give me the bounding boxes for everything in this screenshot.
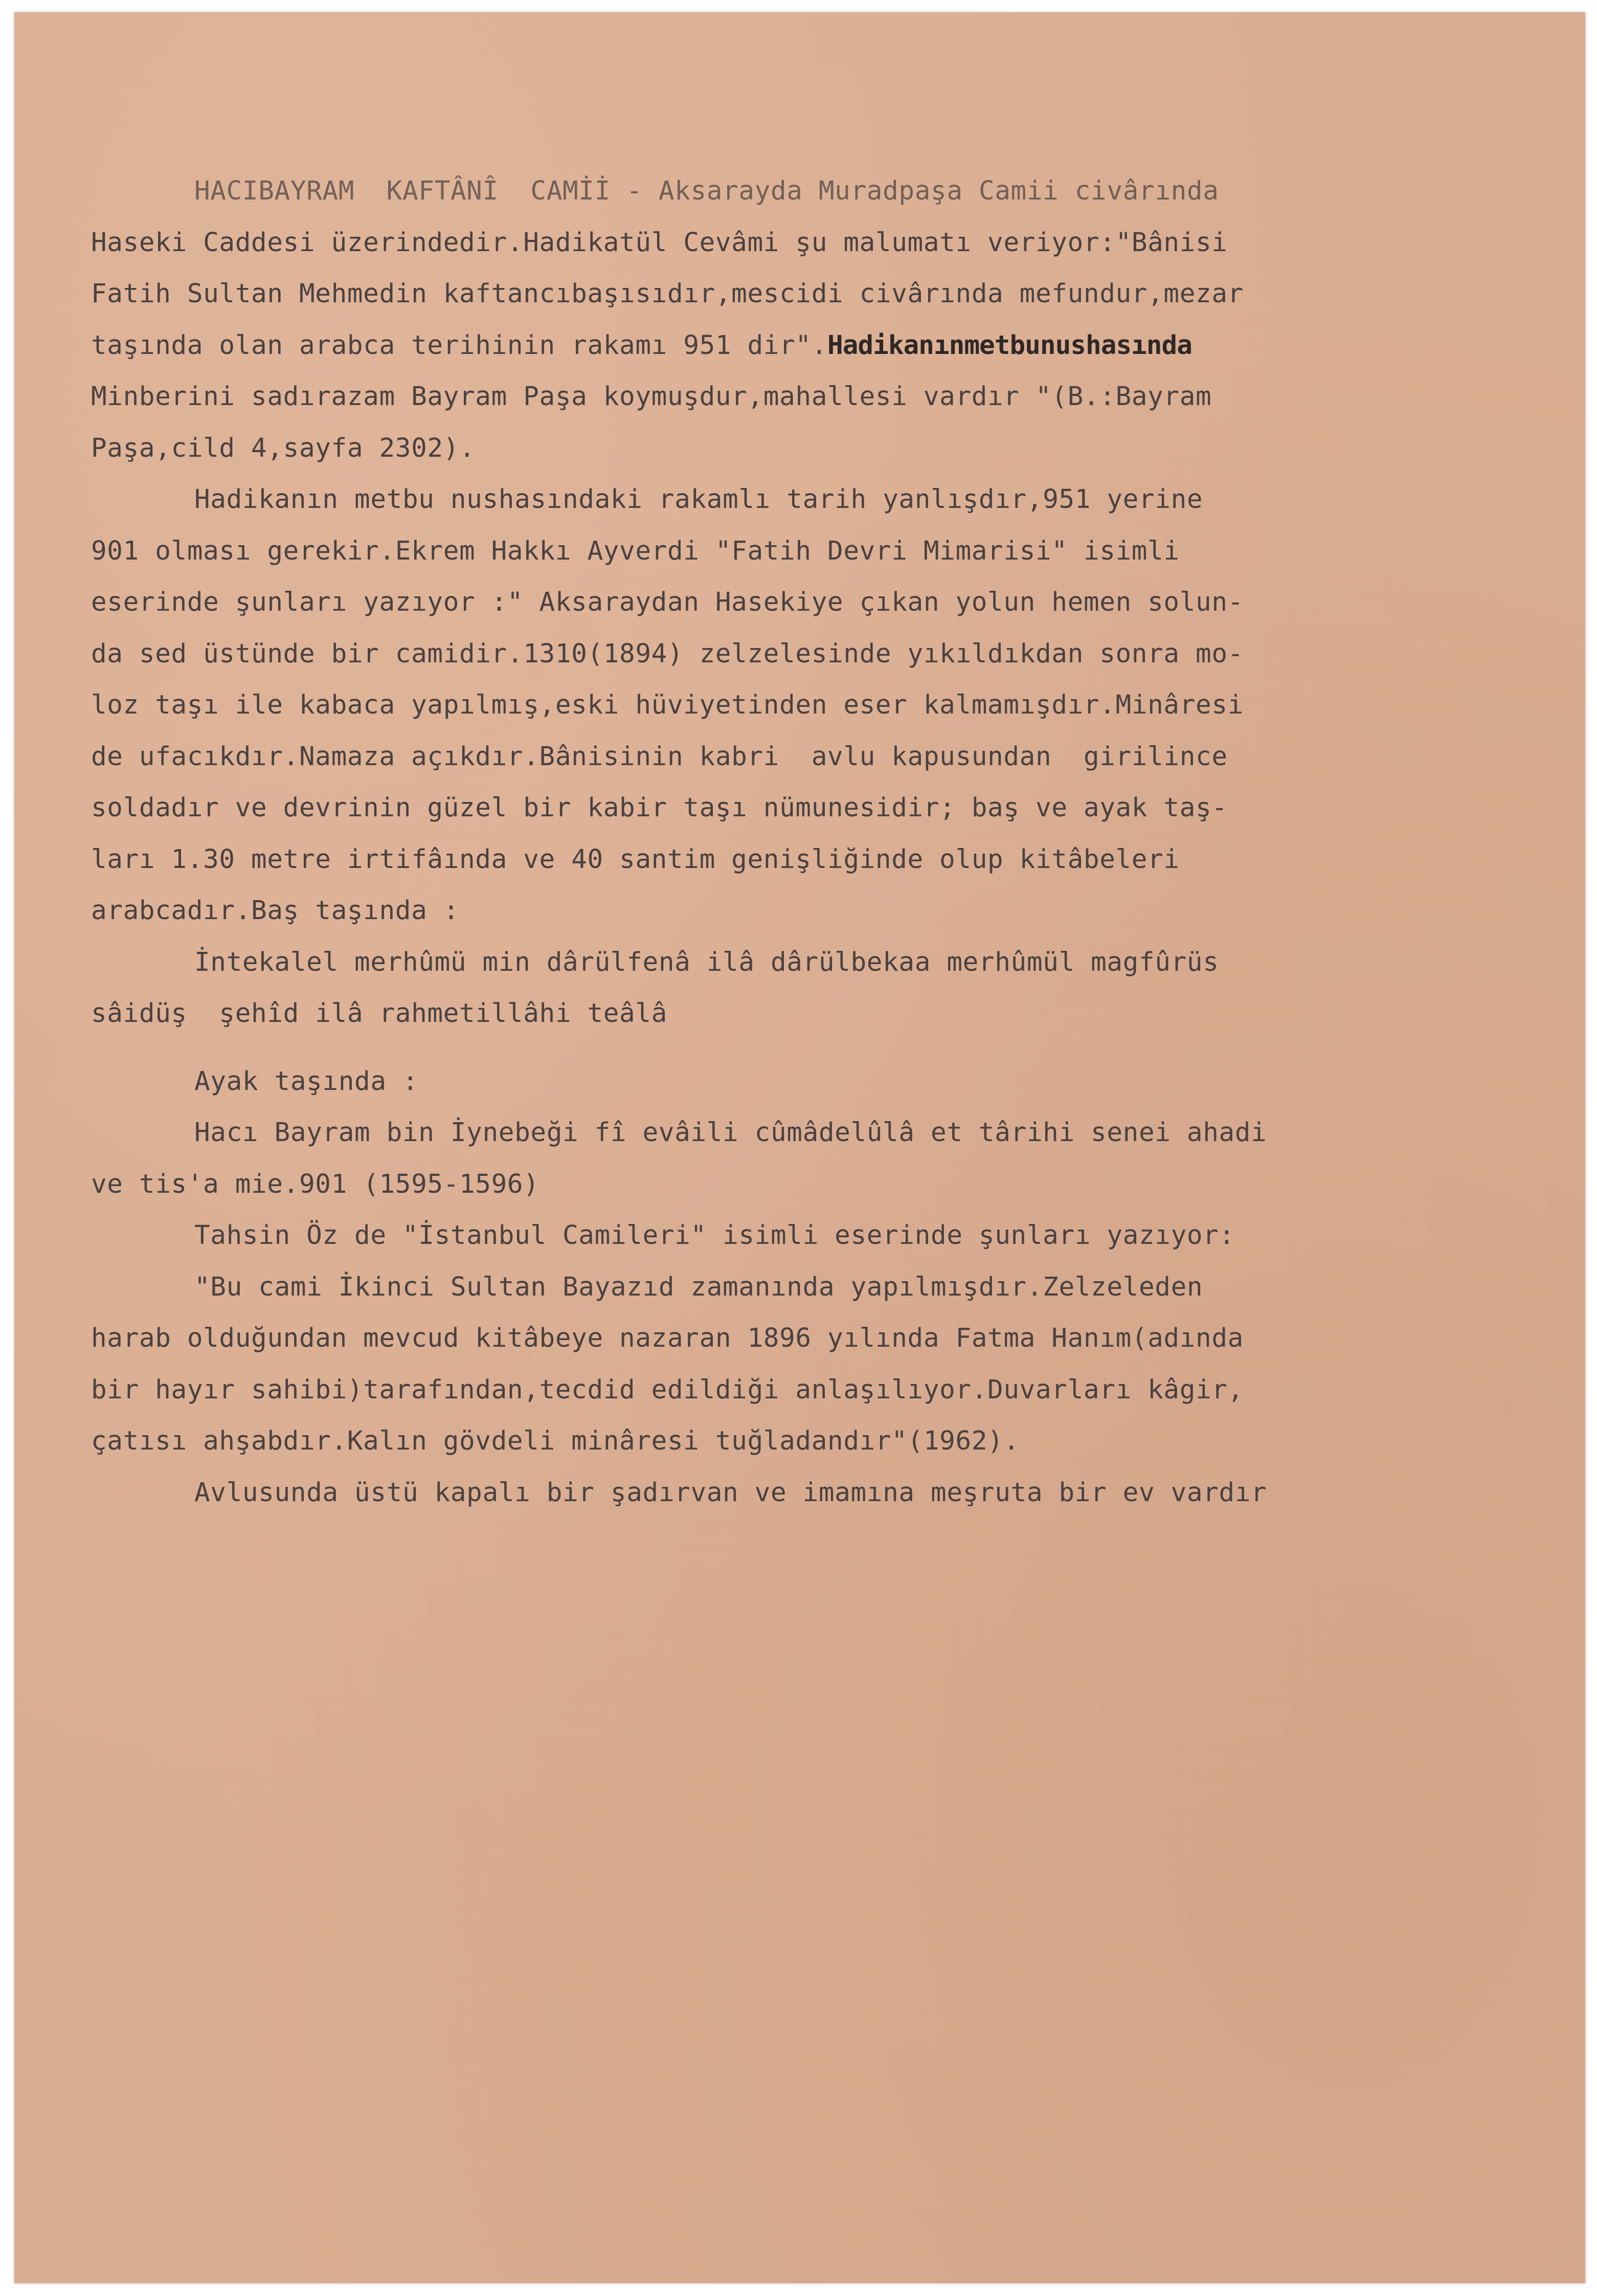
typewritten-page <box>14 12 1585 2283</box>
title-line: HACIBAYRAM KAFTÂNÎ CAMİİ - Aksarayda Muradpaşa Camii civârında <box>194 176 1219 206</box>
struck-out-text: Hadikanınmetbunushasında <box>827 330 1192 361</box>
quote-line: harab olduğundan mevcud kitâbeye nazaran 1896 yılında Fatma Hanım(adında <box>91 1323 1244 1353</box>
text-line: Paşa,cild 4,sayfa 2302). <box>91 433 476 463</box>
text-line: loz taşı ile kabaca yapılmış,eski hüviyetinden eser kalmamışdır.Minâresi <box>91 690 1244 720</box>
text-line <box>91 320 1584 372</box>
text-line: 901 olması gerekir.Ekrem Hakkı Ayverdi "Fatih Devri Mimarisi" isimli <box>91 536 1180 566</box>
text-line: arabcadır.Baş taşında : <box>91 896 460 926</box>
inscription-line: sâidüş şehîd ilâ rahmetillâhi teâlâ <box>91 998 667 1029</box>
text-line: Ayak taşında : <box>194 1066 419 1097</box>
document-body <box>91 166 1584 1519</box>
spacer <box>91 1040 1584 1056</box>
paragraph-start-line: Tahsin Öz de "İstanbul Camileri" isimli eserinde şunları yazıyor: <box>194 1220 1235 1251</box>
text-segment: taşında olan arabca terihinin rakamı 951 dir". <box>91 330 828 361</box>
inscription-line: İntekalel merhûmü min dârülfenâ ilâ dârülbekaa merhûmül magfûrüs <box>194 947 1219 977</box>
quote-line: çatısı ahşabdır.Kalın gövdeli minâresi tuğladandır"(1962). <box>91 1426 1020 1456</box>
quote-line: "Bu cami İkinci Sultan Bayazıd zamanında yapılmışdır.Zelzeleden <box>194 1272 1203 1302</box>
text-line: Fatih Sultan Mehmedin kaftancıbaşısıdır,mescidi civârında mefundur,mezar <box>91 279 1244 309</box>
quote-line: bir hayır sahibi)tarafından,tecdid edildiği anlaşılıyor.Duvarları kâgir, <box>91 1374 1244 1405</box>
text-line: eserinde şunları yazıyor :" Aksaraydan Hasekiye çıkan yolun hemen solun- <box>91 587 1244 617</box>
inscription-line: Hacı Bayram bin İynebeği fî evâili cûmâdelûlâ et târihi senei ahadi <box>194 1118 1267 1148</box>
text-line: Haseki Caddesi üzerindedir.Hadikatül Cevâmi şu malumatı veriyor:"Bânisi <box>91 227 1228 258</box>
text-line: da sed üstünde bir camidir.1310(1894) zelzelesinde yıkıldıkdan sonra mo- <box>91 638 1244 669</box>
paragraph-start-line: Hadikanın metbu nushasındaki rakamlı tarih yanlışdır,951 yerine <box>194 484 1203 515</box>
text-line: de ufacıkdır.Namaza açıkdır.Bânisinin kabri avlu kapusundan girilince <box>91 741 1228 772</box>
text-line: ları 1.30 metre irtifâında ve 40 santim genişliğinde olup kitâbeleri <box>91 844 1180 875</box>
paragraph-start-line: Avlusunda üstü kapalı bir şadırvan ve imamına meşruta bir ev vardır <box>194 1477 1267 1508</box>
text-line: soldadır ve devrinin güzel bir kabir taşı nümunesidir; baş ve ayak taş- <box>91 793 1228 823</box>
inscription-line: ve tis'a mie.901 (1595-1596) <box>91 1169 539 1199</box>
text-line: Minberini sadırazam Bayram Paşa koymuşdur,mahallesi vardır "(B.:Bayram <box>91 382 1212 412</box>
